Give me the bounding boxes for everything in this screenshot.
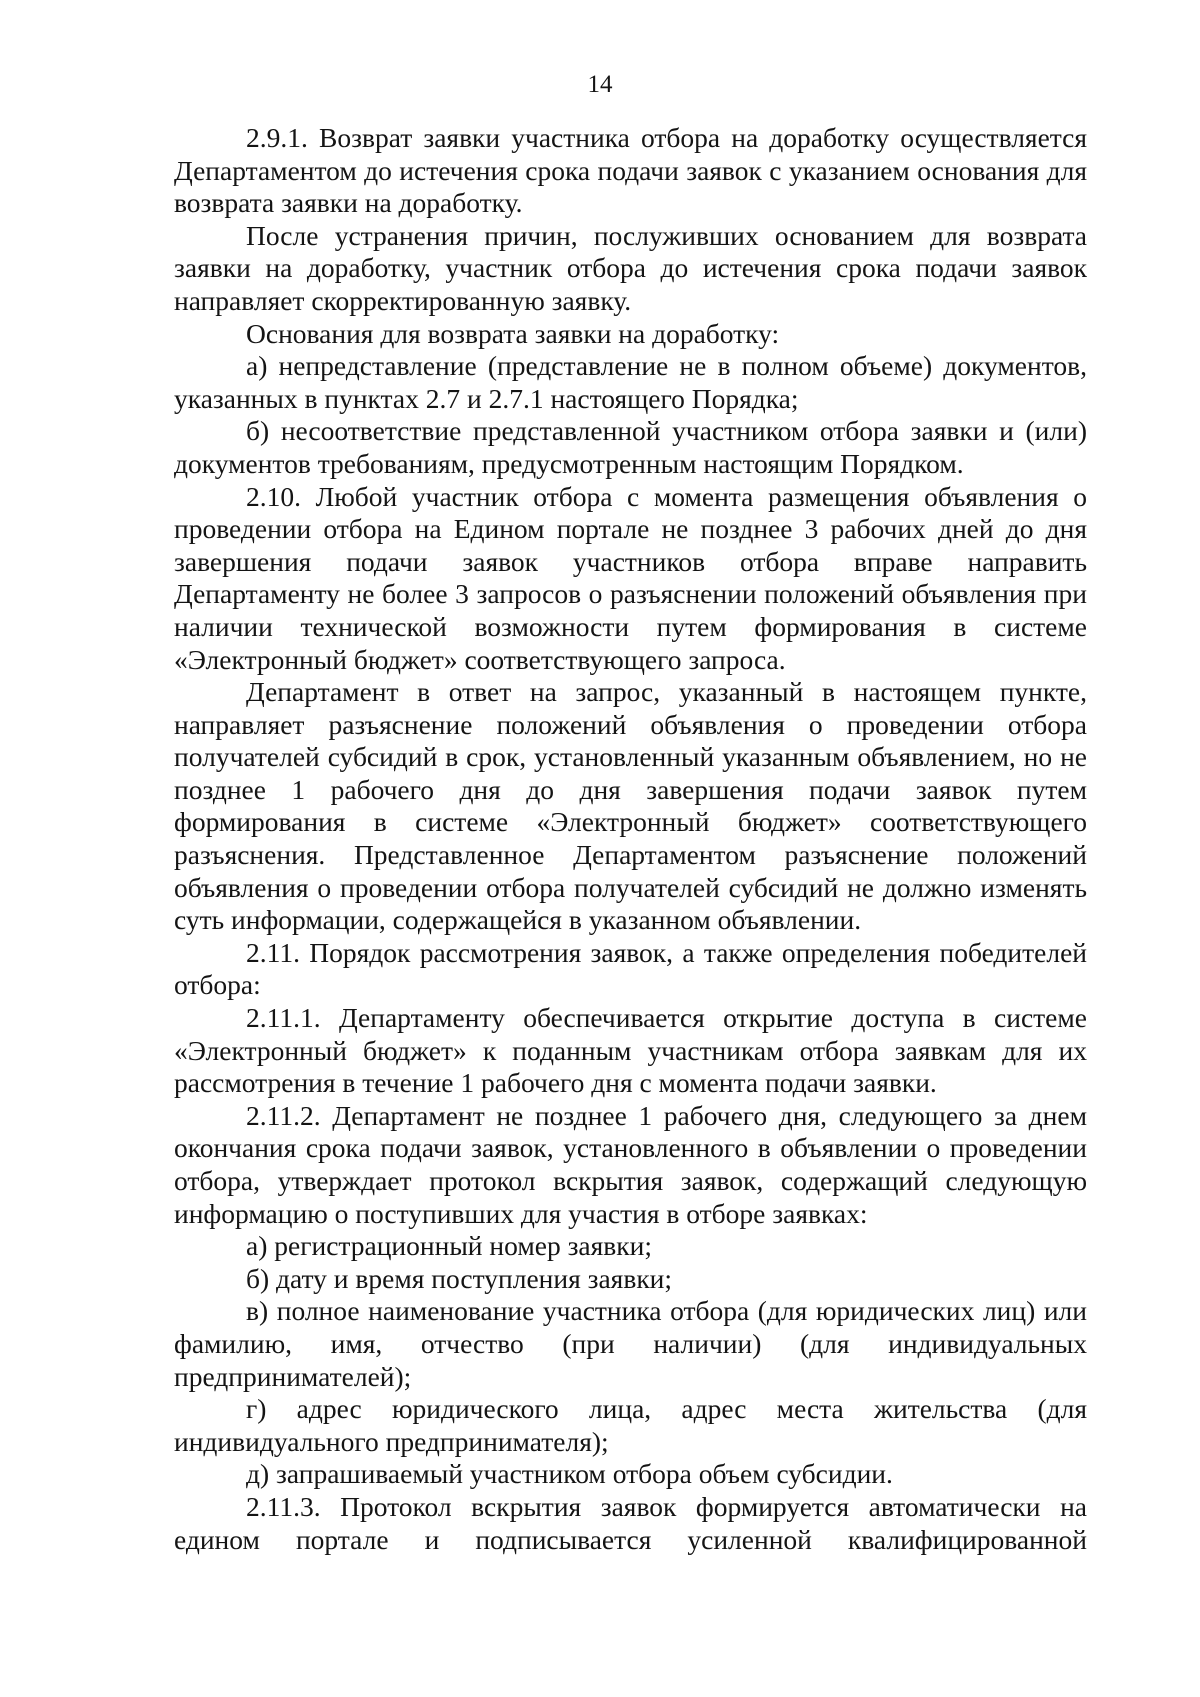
paragraph-2-11-2: 2.11.2. Департамент не позднее 1 рабочего дня, следующего за днем окончания срока подачи заявок, установленного в объявлении о проведении отбора, утверждает протокол вскрытия заявок, содержащий следующую информацию о поступивших для участия в отборе заявках: <box>174 1099 1087 1229</box>
paragraph-2-11-1: 2.11.1. Департаменту обеспечивается открытие доступа в системе «Электронный бюджет» к поданным участникам отбора заявкам для их рассмотрения в течение 1 рабочего дня с момента подачи заявки. <box>174 1002 1087 1099</box>
list-item-b-date-time: б) дату и время поступления заявки; <box>246 1262 673 1294</box>
list-item-v-full-name: в) полное наименование участника отбора (для юридических лиц) или фамилию, имя, отчество (при наличии) (для индивидуальных предпринимателей); <box>174 1295 1087 1392</box>
document-body <box>174 122 1087 1556</box>
list-item-d-subsidy-amount: д) запрашиваемый участником отбора объем субсидии. <box>246 1458 893 1490</box>
paragraph-return-grounds-heading: Основания для возврата заявки на доработку: <box>246 317 780 349</box>
paragraph-2-11-3: 2.11.3. Протокол вскрытия заявок формируется автоматически на едином портале и подписывается усиленной квалифицированной <box>174 1490 1087 1555</box>
list-item-g-address: г) адрес юридического лица, адрес места жительства (для индивидуального предпринимателя); <box>174 1393 1087 1457</box>
page-number: 14 <box>587 71 613 98</box>
list-item-a-non-submission: а) непредставление (представление не в полном объеме) документов, указанных в пунктах 2.7 и 2.7.1 настоящего Порядка; <box>174 350 1087 414</box>
paragraph-2-10: 2.10. Любой участник отбора с момента размещения объявления о проведении отбора на Едином портале не позднее 3 рабочих дней до дня завершения подачи заявок участников отбора вправе направить Департаменту не более 3 запросов о разъяснении положений объявления при наличии технической возможности путем формирования в системе «Электронный бюджет» соответствующего запроса. <box>174 480 1087 675</box>
paragraph-2-9-1: 2.9.1. Возврат заявки участника отбора на доработку осуществляется Департаментом до истечения срока подачи заявок с указанием основания для возврата заявки на доработку. <box>174 122 1087 219</box>
list-item-b-non-compliance: б) несоответствие представленной участником отбора заявки и (или) документов требованиям, предусмотренным настоящим Порядком. <box>174 415 1087 479</box>
paragraph-department-response: Департамент в ответ на запрос, указанный в настоящем пункте, направляет разъяснение положений объявления о проведении отбора получателей субсидий в срок, установленный указанным объявлением, но не позднее 1 рабочего дня до дня завершения подачи заявок путем формирования в системе «Электронный бюджет» соответствующего разъяснения. Представленное Департаментом разъяснение положений объявления о проведении отбора получателей субсидий не должно изменять суть информации, содержащейся в указанном объявлении. <box>174 676 1087 936</box>
paragraph-2-11: 2.11. Порядок рассмотрения заявок, а также определения победителей отбора: <box>174 936 1087 1001</box>
list-item-a-registration-number: а) регистрационный номер заявки; <box>246 1230 652 1262</box>
paragraph-after-correction: После устранения причин, послуживших основанием для возврата заявки на доработку, участник отбора до истечения срока подачи заявок направляет скорректированную заявку. <box>174 219 1087 316</box>
